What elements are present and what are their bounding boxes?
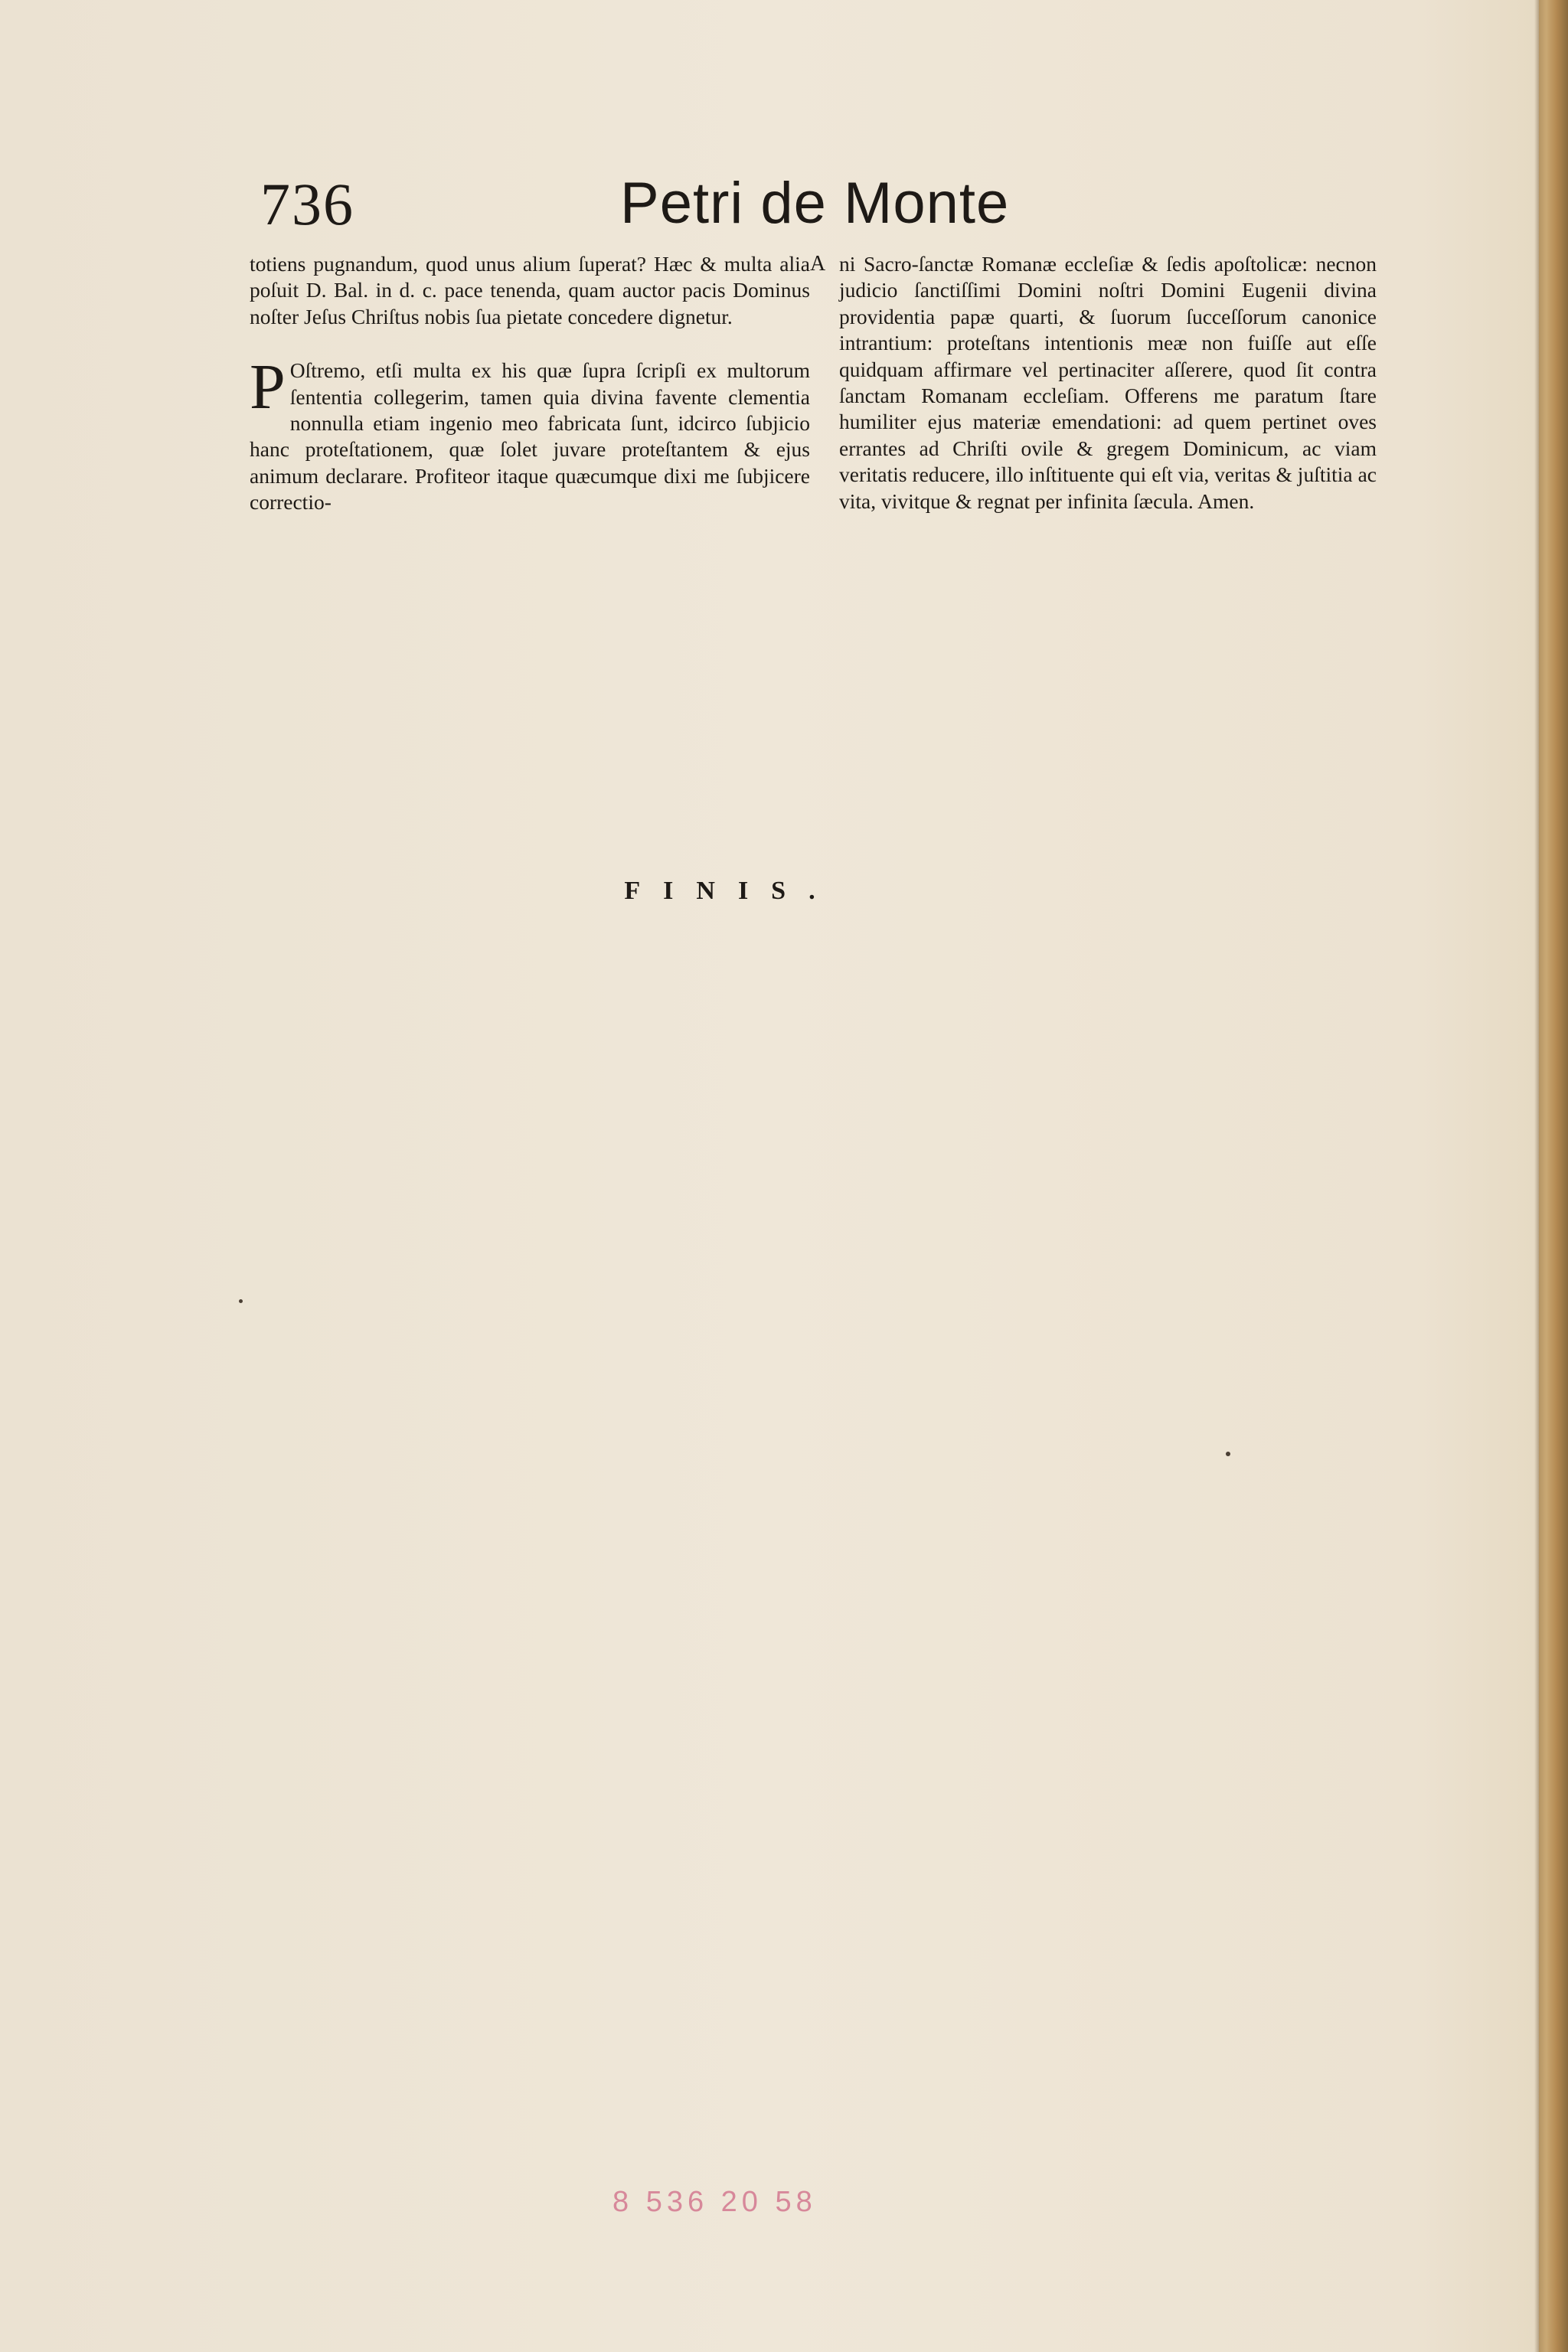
drop-cap: P	[250, 351, 286, 423]
margin-section-letter: A	[810, 252, 826, 276]
page-edge	[1539, 0, 1568, 2352]
right-column	[839, 251, 1377, 514]
left-column	[250, 251, 810, 516]
paper-speck	[1226, 1452, 1230, 1456]
left-paragraph-1: totiens pugnandum, quod unus alium ſuperat? Hæc & multa alia poſuit D. Bal. in d. c. pace tenenda, quam auctor pacis Dominus noſter Jeſus Chriſtus nobis ſua pietate concedere dignetur.	[250, 252, 810, 328]
page-header	[260, 170, 1034, 247]
paper-speck	[239, 1299, 243, 1303]
running-title: Petri de Monte	[620, 171, 1010, 236]
left-paragraph-2-text: Oſtremo, etſi multa ex his quæ ſupra ſcripſi ex multorum ſententia collegerim, tamen quia divina favente clementia nonnulla etiam ingenio meo fabricata ſunt, idcirco ſubjicio hanc proteſtationem, quæ ſolet juvare proteſtantem & ejus animum declarare. Profiteor itaque quæcumque dixi me ſubjicere correctio-	[250, 358, 810, 514]
library-stamp: 8 536 20 58	[612, 2186, 817, 2218]
finis-mark: FINIS.	[624, 877, 838, 905]
left-paragraph-2	[250, 351, 810, 515]
right-paragraph-1: ni Sacro-ſanctæ Romanæ eccleſiæ & ſedis apoſtolicæ: necnon judicio ſanctiſſimi Domini noſtri Domini Eugenii divina providentia papæ quarti, & ſuorum ſucceſſorum canonice intrantium: proteſtans intentionis meæ non fuiſſe aut eſſe quidquam affirmare vel pertinaciter aſſerere, quod ſit contra ſanctam Romanam eccleſiam. Offerens me paratum ſtare humiliter ejus materiæ emendationi: ad quem pertinet oves errantes ad Chriſti ovile & gregem Dominicum, ac viam veritatis reducere, illo inſtituente qui eſt via, veritas & juſtitia ac vita, vivitque & regnat per infinita ſæcula. Amen.	[839, 252, 1377, 513]
page-number: 736	[260, 171, 354, 237]
